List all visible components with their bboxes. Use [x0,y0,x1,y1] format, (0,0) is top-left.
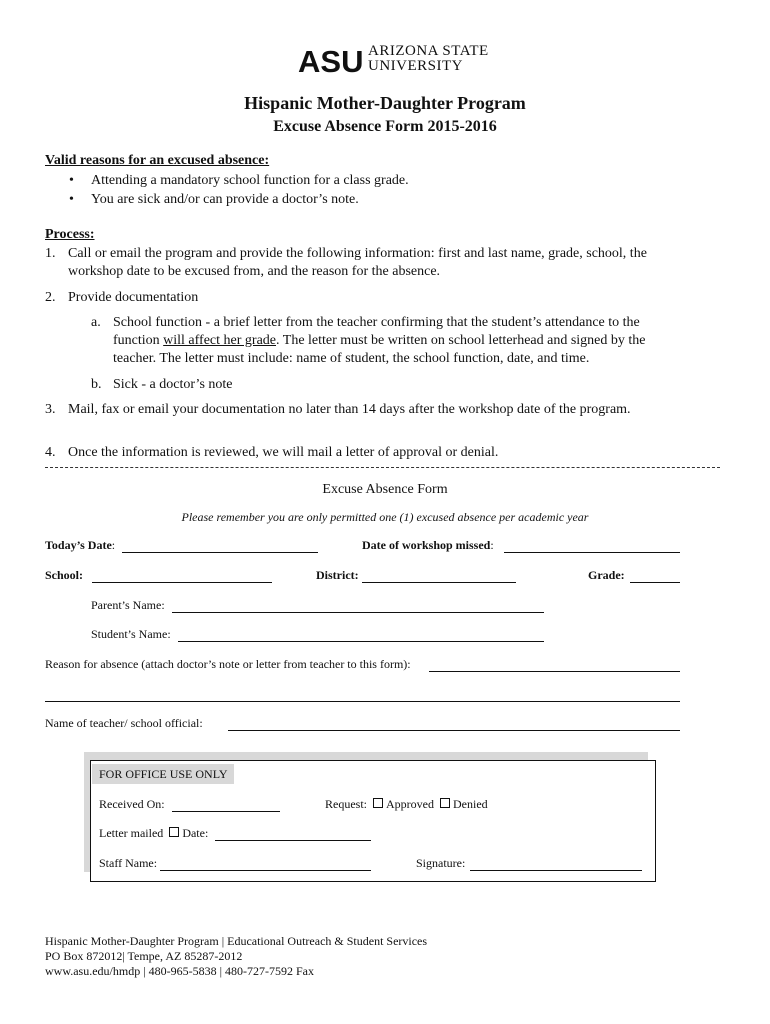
parent-name-field[interactable] [172,600,544,613]
signature-field[interactable] [470,858,642,871]
received-on-label: Received On: [99,797,165,811]
valid-reason-item: • You are sick and/or can provide a doctor’s note. [91,191,359,209]
approved-label: Approved [386,797,434,811]
teacher-label: Name of teacher/ school official: [45,716,203,730]
cut-line-divider [45,467,720,468]
todays-date-label: Today’s Date: [45,538,116,552]
step2a-label: a. [91,315,101,330]
underlined-emphasis: will affect her grade [163,333,277,348]
footer-line3[interactable]: www.asu.edu/hmdp | 480-965-5838 | 480-727-7592 Fax [45,964,314,978]
process-heading: Process: [45,227,95,242]
reason-field-line2[interactable] [45,689,680,702]
footer-line2: PO Box 872012| Tempe, AZ 85287-2012 [45,949,243,963]
reason-field-line1[interactable] [429,659,680,672]
staff-name-label: Staff Name: [99,856,158,870]
footer [45,934,427,979]
step2a-line1: School function - a brief letter from the teacher confirming that the student’s attendance to the [113,315,640,330]
date-label: Date: [182,826,209,840]
form-title: Excuse Absence Form [322,482,448,497]
step2-number: 2. [45,290,56,305]
asu-logo-wordmark [368,44,489,74]
step2b-text: Sick - a doctor’s note [113,377,233,392]
parent-name-label: Parent’s Name: [91,598,165,612]
student-name-label: Student’s Name: [91,627,171,641]
reason-label: Reason for absence (attach doctor’s note or letter from teacher to this form): [45,657,411,671]
school-label: School: [45,568,84,582]
approved-checkbox[interactable] [373,798,383,808]
step1-line2: workshop date to be excused from, and the reason for the absence. [68,264,441,279]
page-title: Hispanic Mother-Daughter Program [244,93,526,113]
district-field[interactable] [362,570,516,583]
step1-line1: Call or email the program and provide the following information: first and last name, grade, school, the [68,246,647,261]
step2a-line3: teacher. The letter must include: name of student, the school function, date, and time. [113,351,590,366]
page-subtitle: Excuse Absence Form 2015-2016 [273,118,497,135]
step4-number: 4. [45,445,56,460]
grade-field[interactable] [630,570,680,583]
step2a-line2: function will affect her grade. The letter must be written on school letterhead and signed by the [113,333,646,348]
request-group [325,797,488,812]
workshop-date-field[interactable] [504,540,680,553]
student-name-field[interactable] [178,629,544,642]
request-label: Request: [325,797,367,811]
school-field[interactable] [92,570,272,583]
footer-line1: Hispanic Mother-Daughter Program | Educational Outreach & Student Services [45,934,428,948]
denied-label: Denied [453,797,488,811]
step2-text: Provide documentation [68,290,199,305]
denied-checkbox[interactable] [440,798,450,808]
step3-number: 3. [45,402,56,417]
todays-date-field[interactable] [122,540,318,553]
step4-text: Once the information is reviewed, we will mail a letter of approval or denial. [68,445,499,460]
district-label: District: [316,568,359,582]
step3-text: Mail, fax or email your documentation no later than 14 days after the workshop date of the program. [68,402,631,417]
workshop-date-label: Date of workshop missed: [362,538,494,552]
step1-number: 1. [45,246,56,261]
valid-reasons-heading: Valid reasons for an excused absence: [45,153,270,168]
office-heading: FOR OFFICE USE ONLY [99,767,228,781]
logo-line2: UNIVERSITY [368,58,463,74]
letter-mailed-checkbox[interactable] [169,827,179,837]
letter-date-field[interactable] [215,828,371,841]
logo-line1: ARIZONA STATE [368,43,489,59]
grade-label: Grade: [588,568,625,582]
form-note: Please remember you are only permitted one (1) excused absence per academic year [181,510,589,524]
staff-name-field[interactable] [160,858,371,871]
asu-logo-mark [298,44,364,76]
asu-logo-letters: ASU [298,44,364,76]
step2b-label: b. [91,377,102,392]
signature-label: Signature: [416,856,466,870]
received-on-field[interactable] [172,799,280,812]
valid-reason-item: • Attending a mandatory school function for a class grade. [91,172,409,190]
teacher-field[interactable] [228,718,680,731]
letter-mailed-group [99,826,208,841]
letter-mailed-label: Letter mailed [99,826,164,840]
